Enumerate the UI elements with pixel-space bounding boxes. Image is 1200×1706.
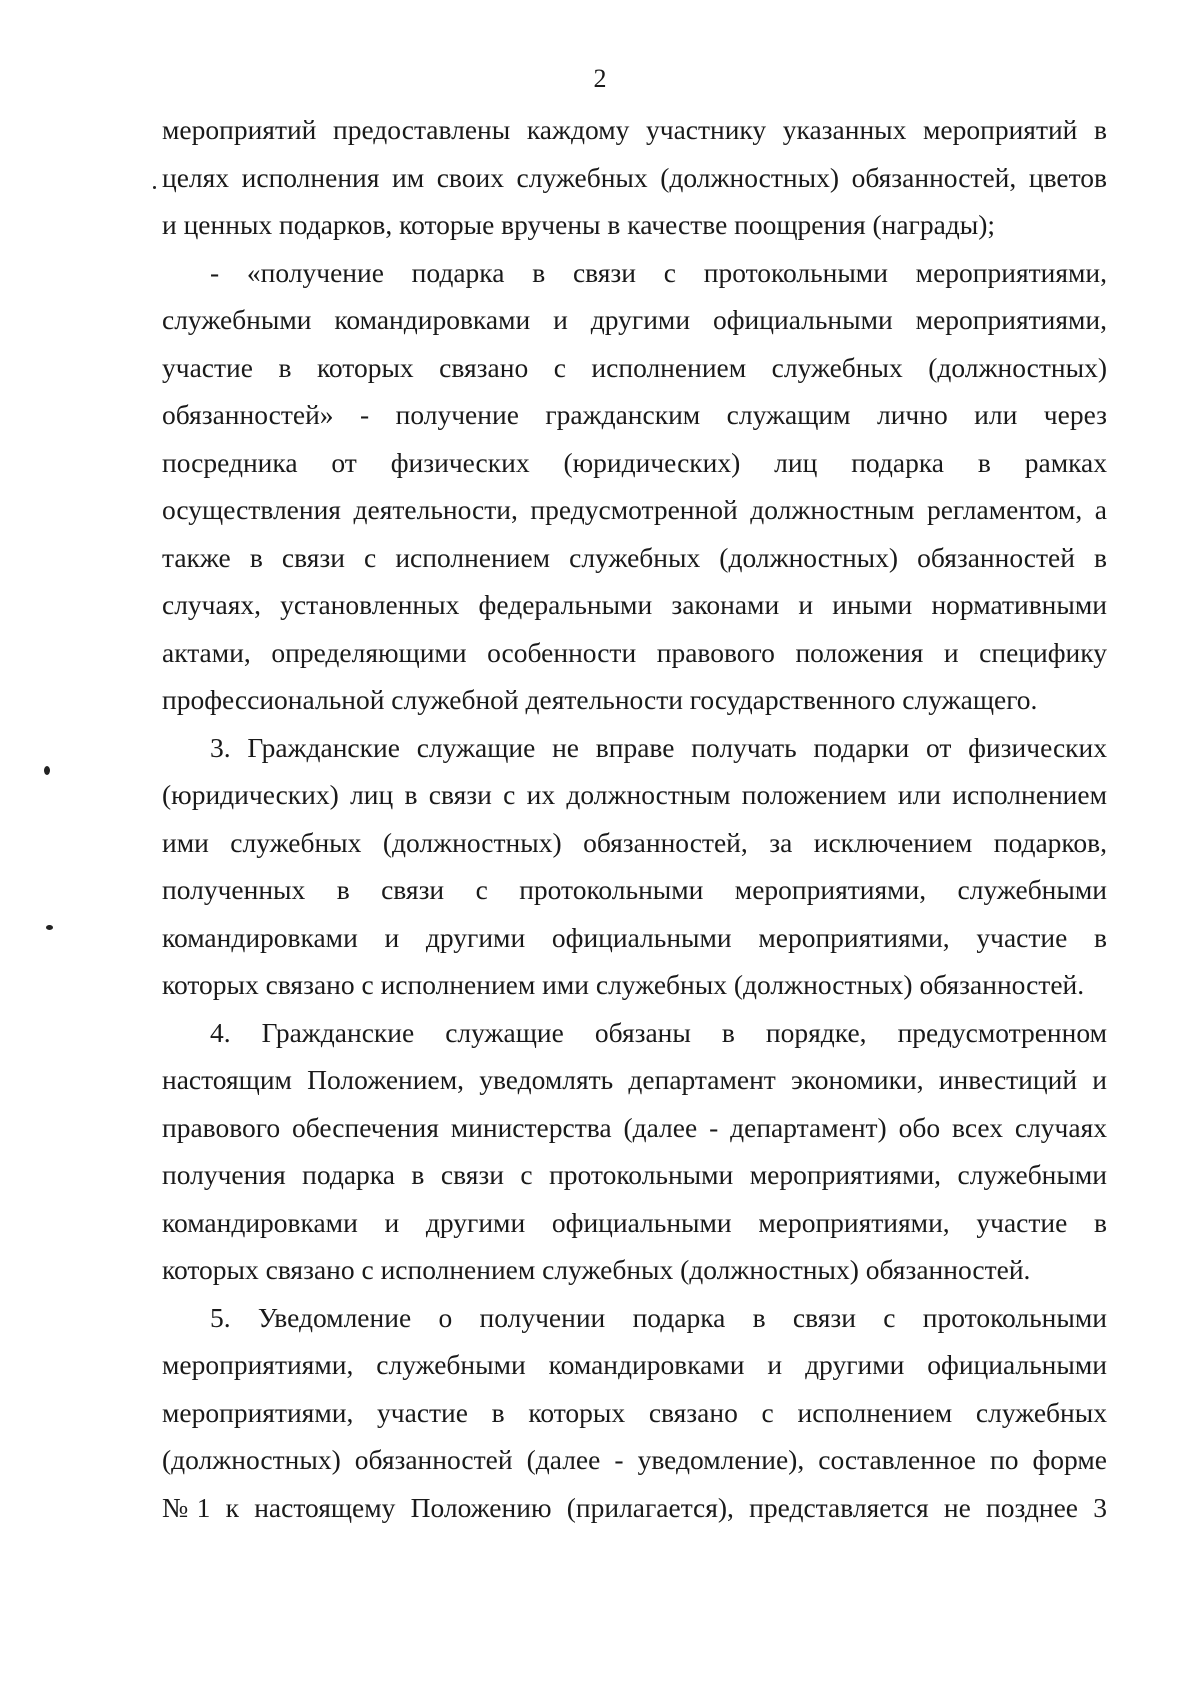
text-line: которых связано с исполнением ими служебных (должностных) обязанностей. [162,969,1085,1000]
text-line: получения подарка в связи с протокольными мероприятиями, служебными [162,1159,1107,1190]
text-line: мероприятиями, участие в которых связано с исполнением служебных [162,1396,1107,1428]
scan-speck [46,925,53,930]
text-line: - «получение подарка в связи с протокольными мероприятиями, [210,256,1107,288]
text-line: осуществления деятельности, предусмотренной должностным регламентом, а [162,494,1107,525]
text-line: 5. Уведомление о получении подарка в связи с протокольными [210,1301,1107,1333]
text-line: настоящим Положением, уведомлять департамент экономики, инвестиций и [162,1064,1107,1095]
text-line: (юридических) лиц в связи с их должностным положением или исполнением [162,779,1107,810]
text-line: случаях, установленных федеральными законами и иными нормативными [162,589,1107,620]
text-line: служебными командировками и другими официальными мероприятиями, [162,304,1107,335]
text-line: обязанностей» - получение гражданским служащим лично или через [162,399,1107,430]
scan-speck [153,186,156,189]
page-number: 2 [593,64,607,93]
paragraph-continuation [162,106,1107,249]
text-line: ими служебных (должностных) обязанностей, за исключением подарков, [162,826,1107,858]
text-line: и ценных подарков, которые вручены в качестве поощрения (награды); [162,209,996,240]
text-line: правового обеспечения министерства (далее - департамент) обо всех случаях [162,1111,1107,1143]
text-line: целях исполнения им своих служебных (должностных) обязанностей, цветов [162,161,1107,193]
text-line: командировками и другими официальными мероприятиями, участие в [162,1206,1107,1238]
text-line: которых связано с исполнением служебных (должностных) обязанностей. [162,1254,1031,1285]
text-line: мероприятий предоставлены каждому участнику указанных мероприятий в [162,114,1107,145]
scan-speck [44,766,50,775]
text-line: полученных в связи с протокольными мероприятиями, служебными [162,874,1107,905]
text-line: профессиональной служебной деятельности государственного служащего. [162,684,1038,715]
text-line: участие в которых связано с исполнением служебных (должностных) [162,351,1107,383]
text-line: №1 к настоящему Положению (прилагается), представляется не позднее 3 [162,1491,1107,1523]
paragraph-item-4 [162,1009,1107,1294]
text-line: актами, определяющими особенности правового положения и специфику [162,636,1107,668]
text-line: (должностных) обязанностей (далее - уведомление), составленное по форме [162,1444,1107,1475]
paragraph-definition [162,249,1107,724]
document-body [162,106,1107,1531]
paragraph-item-5 [162,1294,1107,1532]
text-line: посредника от физических (юридических) лиц подарка в рамках [162,446,1107,478]
text-line: командировками и другими официальными мероприятиями, участие в [162,921,1107,953]
paragraph-item-3 [162,724,1107,1009]
text-line: 3. Гражданские служащие не вправе получать подарки от физических [210,731,1107,763]
text-line: 4. Гражданские служащие обязаны в порядке, предусмотренном [210,1016,1107,1048]
text-line: также в связи с исполнением служебных (должностных) обязанностей в [162,541,1107,573]
text-line: мероприятиями, служебными командировками и другими официальными [162,1349,1107,1380]
